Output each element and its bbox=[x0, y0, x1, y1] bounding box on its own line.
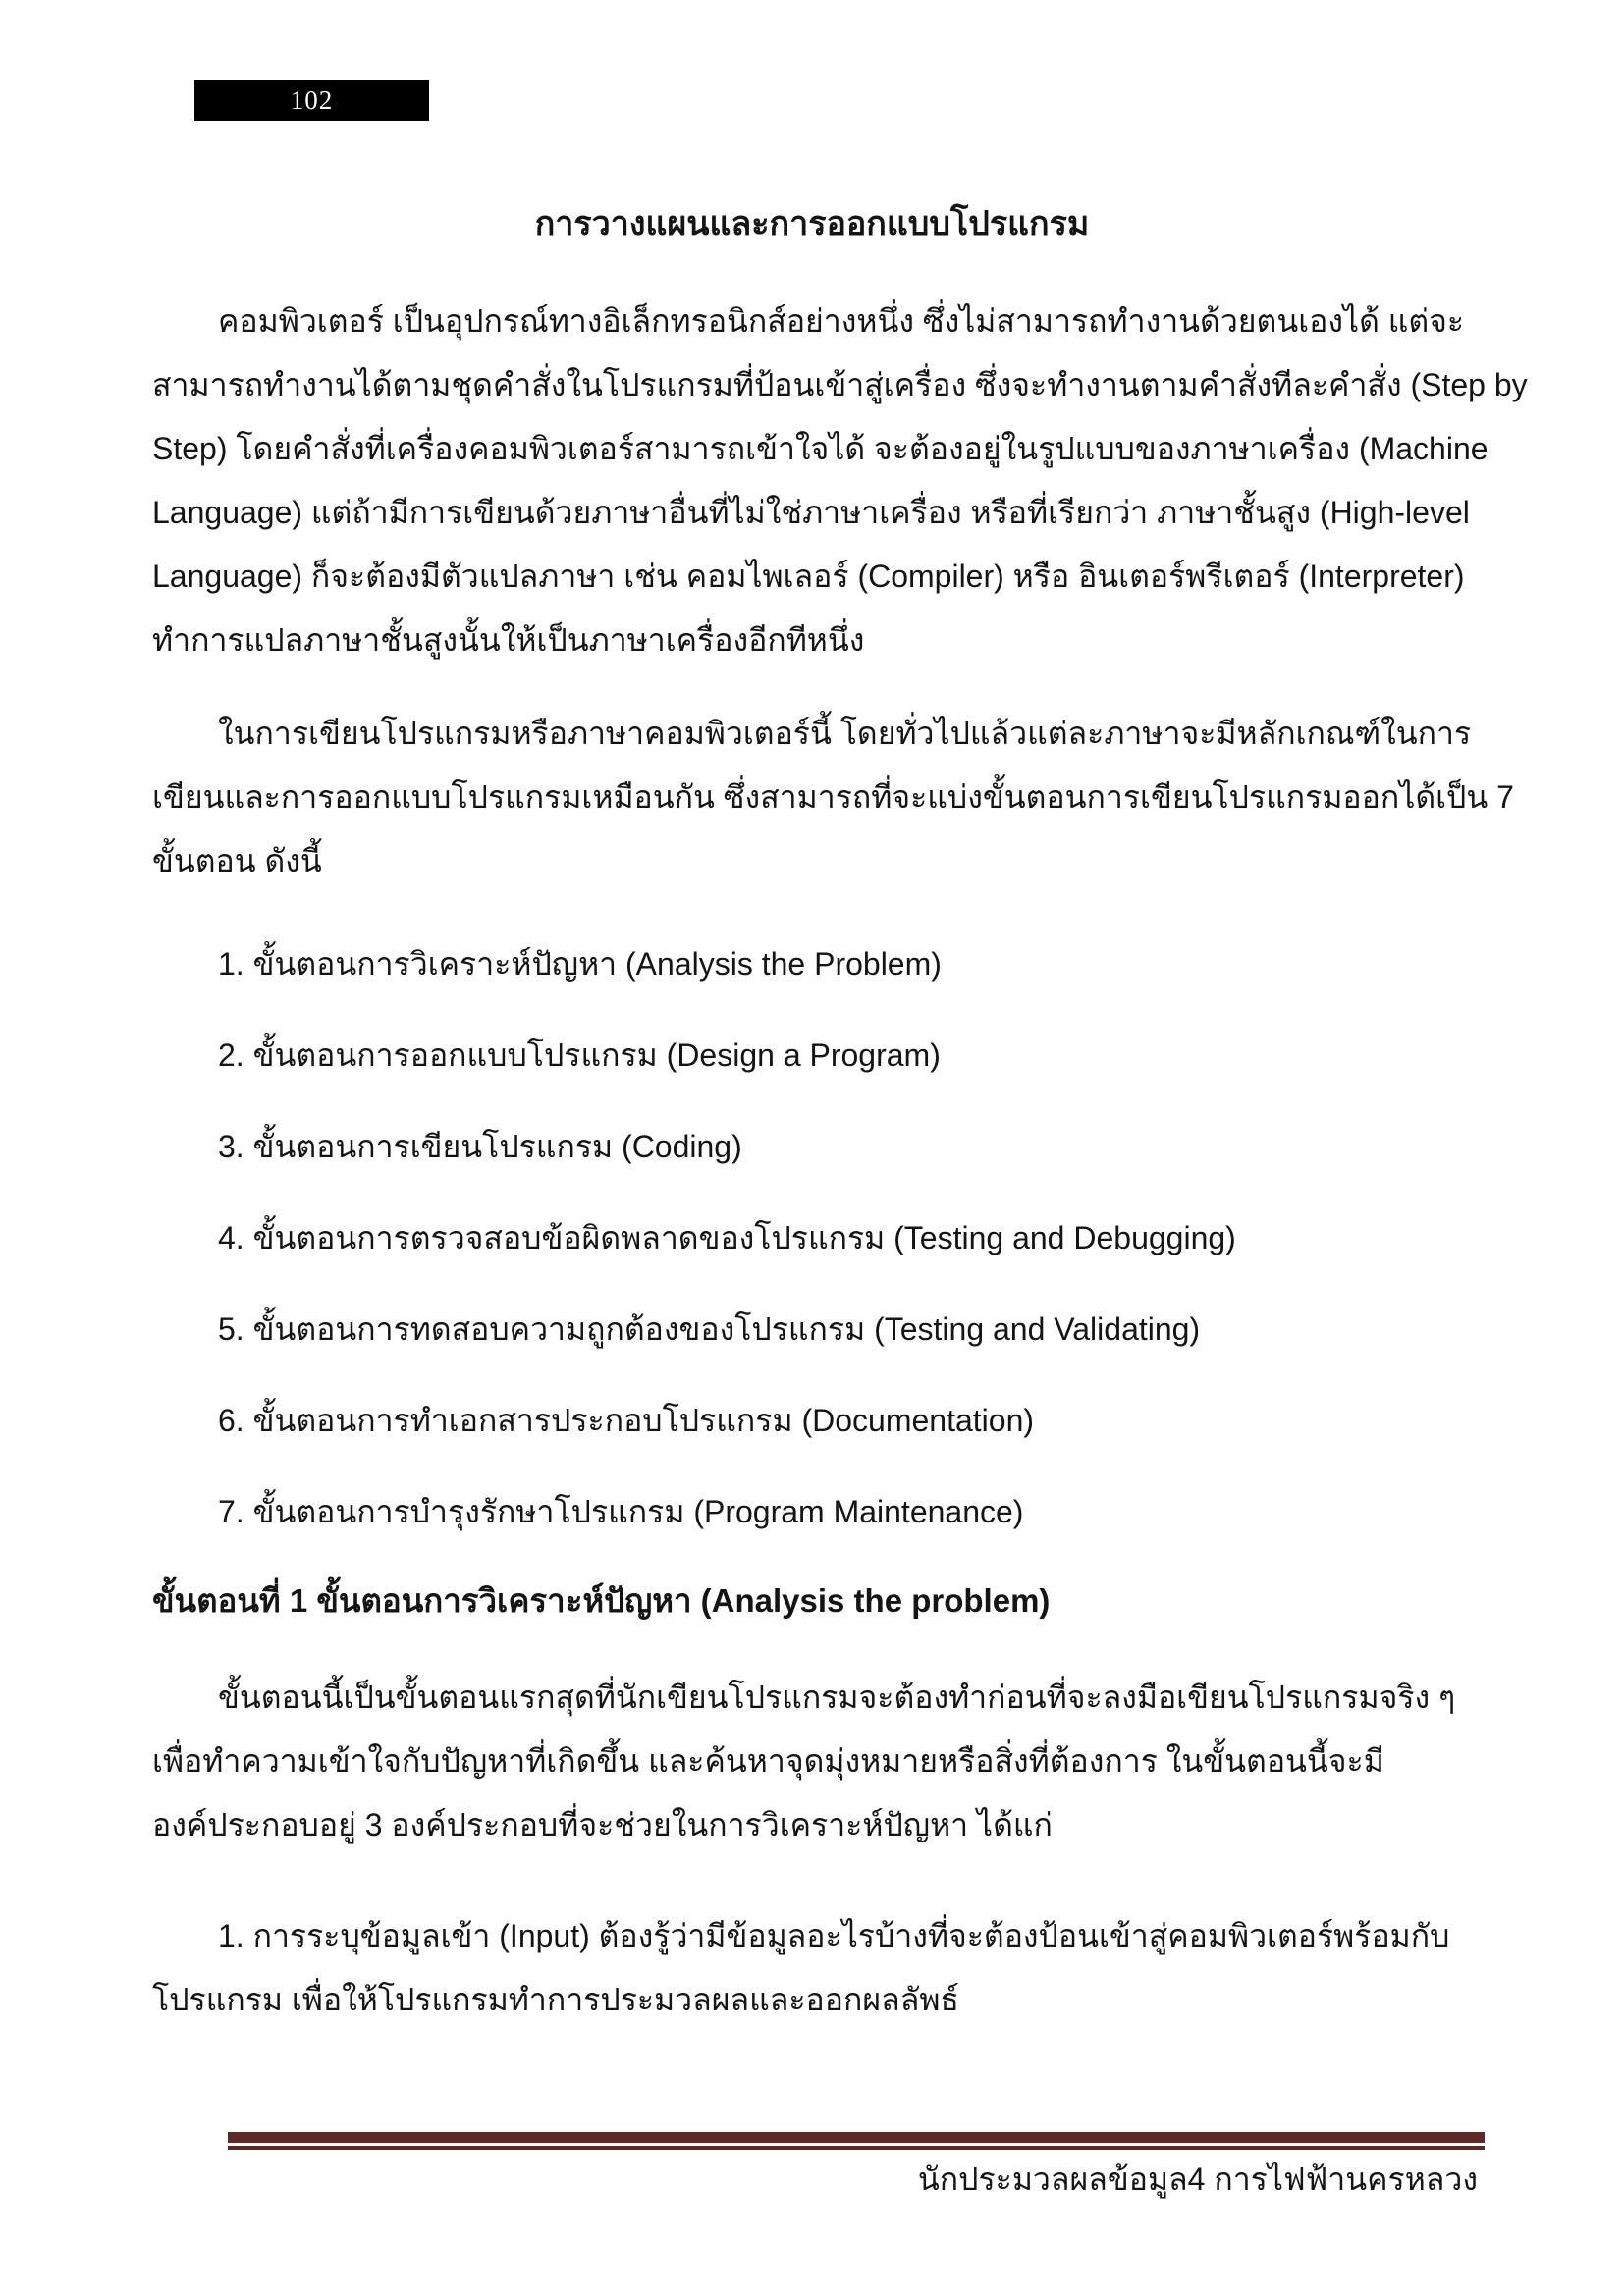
paragraph-overview bbox=[152, 702, 1514, 893]
paragraph-line: Language) แต่ถ้ามีการเขียนด้วยภาษาอื่นที่ไม่ใช่ภาษาเครื่อง หรือที่เรียกว่า ภาษาชั้นสูง (High-level bbox=[152, 495, 1470, 530]
footer-rule-thin bbox=[228, 2146, 1485, 2150]
paragraph-line: ทำการแปลภาษาชั้นสูงนั้นให้เป็นภาษาเครื่องอีกทีหนึ่ง bbox=[152, 622, 865, 658]
paragraph-line: Step) โดยคำสั่งที่เครื่องคอมพิวเตอร์สามารถเข้าใจได้ จะต้องอยู่ในรูปแบบของภาษาเครื่อง (Machine bbox=[152, 431, 1489, 466]
paragraph-line: เพื่อทำความเข้าใจกับปัญหาที่เกิดขึ้น และค้นหาจุดมุ่งหมายหรือสิ่งที่ต้องการ ในขั้นตอนนี้จะมี bbox=[152, 1743, 1384, 1779]
paragraph-input-item bbox=[152, 1904, 1480, 2032]
paragraph-line: โปรแกรม เพื่อให้โปรแกรมทำการประมวลผลและออกผลลัพธ์ bbox=[152, 1982, 959, 2017]
paragraph-line: เขียนและการออกแบบโปรแกรมเหมือนกัน ซึ่งสามารถที่จะแบ่งขั้นตอนการเขียนโปรแกรมออกได้เป็น 7 bbox=[152, 779, 1514, 815]
paragraph-line: องค์ประกอบอยู่ 3 องค์ประกอบที่จะช่วยในการวิเคราะห์ปัญหา ได้แก่ bbox=[152, 1807, 1053, 1842]
step-list bbox=[152, 919, 1480, 1558]
step-list-item: 6. ขั้นตอนการทำเอกสารประกอบโปรแกรม (Documentation) bbox=[218, 1403, 1035, 1438]
step-list-item: 1. ขั้นตอนการวิเคราะห์ปัญหา (Analysis the Problem) bbox=[218, 946, 942, 982]
footer-rule bbox=[228, 2132, 1485, 2143]
page-title: การวางแผนและการออกแบบโปรแกรม bbox=[534, 205, 1090, 242]
paragraph-analysis bbox=[152, 1666, 1480, 1857]
step-list-item: 3. ขั้นตอนการเขียนโปรแกรม (Coding) bbox=[218, 1129, 742, 1164]
section-heading: ขั้นตอนที่ 1 ขั้นตอนการวิเคราะห์ปัญหา (Analysis the problem) bbox=[152, 1582, 1051, 1619]
step-list-item: 4. ขั้นตอนการตรวจสอบข้อผิดพลาดของโปรแกรม (Testing and Debugging) bbox=[218, 1220, 1236, 1255]
paragraph-line: ขั้นตอน ดังนี้ bbox=[152, 843, 322, 879]
paragraph-line: 1. การระบุข้อมูลเข้า (Input) ต้องรู้ว่ามีข้อมูลอะไรบ้างที่จะต้องป้อนเข้าสู่คอมพิวเตอร์พร้อมกับ bbox=[218, 1918, 1450, 1953]
paragraph-line: สามารถทำงานได้ตามชุดคำสั่งในโปรแกรมที่ป้อนเข้าสู่เครื่อง ซึ่งจะทำงานตามคำสั่งทีละคำสั่ง (Step by bbox=[152, 367, 1528, 402]
step-list-item: 2. ขั้นตอนการออกแบบโปรแกรม (Design a Program) bbox=[218, 1038, 941, 1073]
step-list-item: 7. ขั้นตอนการบำรุงรักษาโปรแกรม (Program Maintenance) bbox=[218, 1494, 1024, 1529]
step-list-item: 5. ขั้นตอนการทดสอบความถูกต้องของโปรแกรม (Testing and Validating) bbox=[218, 1311, 1201, 1347]
paragraph-line: คอมพิวเตอร์ เป็นอุปกรณ์ทางอิเล็กทรอนิกส์อย่างหนึ่ง ซึ่งไม่สามารถทำงานด้วยตนเองได้ แต่จะ bbox=[218, 303, 1465, 339]
footer-text: นักประมวลผลข้อมูล4 การไฟฟ้านครหลวง bbox=[917, 2162, 1478, 2197]
paragraph-line: ในการเขียนโปรแกรมหรือภาษาคอมพิวเตอร์นี้ โดยทั่วไปแล้วแต่ละภาษาจะมีหลักเกณฑ์ในการ bbox=[218, 716, 1472, 751]
page-number-badge: 102 bbox=[194, 80, 429, 121]
paragraph-intro bbox=[152, 290, 1528, 672]
paragraph-line: Language) ก็จะต้องมีตัวแปลภาษา เช่น คอมไพเลอร์ (Compiler) หรือ อินเตอร์พรีเตอร์ (Interpreter) bbox=[152, 559, 1465, 594]
paragraph-line: ขั้นตอนนี้เป็นขั้นตอนแรกสุดที่นักเขียนโปรแกรมจะต้องทำก่อนที่จะลงมือเขียนโปรแกรมจริง ๆ bbox=[218, 1680, 1456, 1715]
